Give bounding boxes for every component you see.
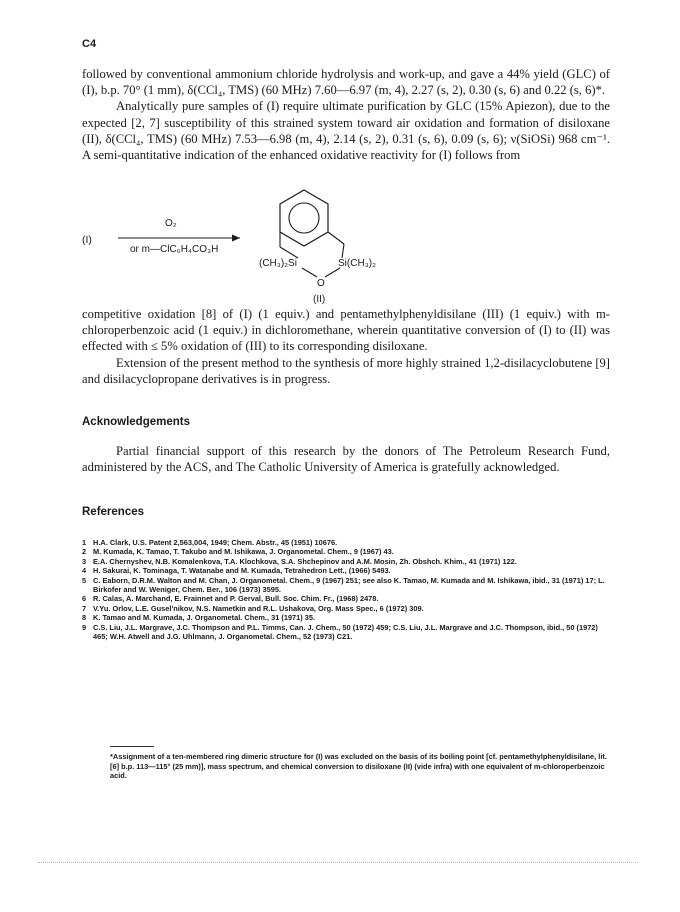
scheme-reactant-label: (I) <box>82 234 92 246</box>
scan-dotted-line <box>38 862 638 863</box>
right-ch2-bond <box>328 232 344 244</box>
reference-text: H.A. Clark, U.S. Patent 2,563,004, 1949; Chem. Abstr., 45 (1951) 10676. <box>93 538 338 547</box>
reference-text: M. Kumada, K. Tamao, T. Takubo and M. Ishikawa, J. Organometal. Chem., 9 (1967) 43. <box>93 547 394 557</box>
left-si-bond <box>280 247 298 258</box>
reference-number: 8 <box>82 613 87 623</box>
references-heading: References <box>82 506 145 518</box>
reaction-scheme <box>0 186 680 304</box>
reference-item <box>82 566 612 575</box>
acknowledgements-heading: Acknowledgements <box>82 416 190 428</box>
paragraph-continuation: followed by conventional ammonium chloride hydrolysis and work-up, and gave a 44% yield (GLC) of (I), b.p. 70° (1 mm), δ(CCl₄, TMS) (60 MHz) 7.60—6.97 (m, 4), 2.27 (s, 2), 0.30 (s, 6) and 0.22 (s, 6)*. <box>82 67 610 98</box>
paragraph-competitive-oxidation: competitive oxidation [8] of (I) (1 equiv.) and pentamethylphenyldisilane (III) (1 equiv.) with m-chloroperbenzoic acid (1 equiv.) in dichloromethane, wherein quantitative conversion of (I) to (II) was effected with ≤ 5% oxidation of (III) to its corresponding disiloxane. <box>82 307 610 354</box>
acknowledgements-body <box>82 443 610 475</box>
reference-number: 3 <box>82 556 87 566</box>
reference-text: K. Tamao and M. Kumada, J. Organometal. Chem., 31 (1971) 35. <box>93 613 316 623</box>
paragraph-extension: Extension of the present method to the synthesis of more highly strained 1,2-disilacyclobutene [9] and disilacyclopropane derivatives is in progress. <box>82 355 610 386</box>
right-silyl-group: Si(CH₃)₂ <box>338 258 376 269</box>
reference-text: R. Calas, A. Marchand, E. Frainnet and P. Gerval, Bull. Soc. Chim. Fr., (1968) 2478. <box>93 594 379 604</box>
benzene-ring <box>280 190 328 246</box>
reference-item <box>82 623 612 642</box>
left-o-bond <box>302 268 317 277</box>
reference-number: 4 <box>82 566 87 576</box>
disiloxane-structure <box>259 190 376 289</box>
reference-text: C.S. Liu, J.L. Margrave, J.C. Thompson and P.L. Timms, Can. J. Chem., 50 (1972) 459; C.S. Liu, J.L. Margrave and J.C. Thompson, ibid., 50 (1972) 465; W.H. Atwell and J.G. Uhlmann, J. Organometal. Chem., 52 (1973) C21. <box>93 622 598 642</box>
reference-item <box>82 613 612 622</box>
page-label: C4 <box>82 38 97 50</box>
reference-text: H. Sakurai, K. Tominaga, T. Watanabe and M. Kumada, Tetrahedron Lett., (1966) 5493. <box>93 566 391 576</box>
reference-text: E.A. Chernyshev, N.B. Komalenkova, T.A. Klochkova, S.A. Shchepinov and A.M. Mosin, Zh. Obshch. Khim., 41 (1971) 122. <box>93 556 517 566</box>
scheme-reagent-top: O₂ <box>165 218 177 229</box>
paragraph-purification: Analytically pure samples of (I) require ultimate purification by GLC (15% Apiezon), due to the expected [2, 7] susceptibility of this strained system toward air oxidation and formation of disiloxane (II), δ(CCl₄, TMS) (60 MHz) 7.53—6.98 (m, 4), 2.14 (s, 2), 0.31 (s, 6), 0.09 (s, 6); ν(SiOSi) 968 cm⁻¹. A semi-quantitative indication of the enhanced oxidative reactivity for (I) follows from <box>82 99 610 163</box>
paragraph-acknowledgement: Partial financial support of this research by the donors of The Petroleum Research Fund, administered by the ACS, and The Catholic University of America is gratefully acknowledged. <box>82 444 610 475</box>
reference-text: C. Eaborn, D.R.M. Walton and M. Chan, J. Organometal. Chem., 9 (1967) 251; see also K. Tamao, M. Kumada and M. Ishikawa, ibid., 31 (1971) 17; L. Birkofer and W. Weniger, Chem. Ber., 106 (1973) 3595. <box>93 575 605 595</box>
reaction-arrowhead <box>232 235 240 242</box>
reference-number: 1 <box>82 538 87 547</box>
right-o-bond <box>325 268 340 277</box>
reference-item <box>82 576 612 595</box>
footnote: *Assignment of a ten-membered ring dimeric structure for (I) was excluded on the basis of its boiling point [cf. pentamethylphenyldisilane, lit. [6] b.p. 113—115° (25 mm)], mass spectrum, and chemical conversion to disiloxane (II) (vide infra) with one equivalent of m-chloroperbenzoic acid. <box>110 752 607 781</box>
body-text-top <box>82 66 610 163</box>
scheme-reagent-bottom: or m—ClC₆H₄CO₃H <box>130 244 219 255</box>
body-text-middle <box>82 306 610 387</box>
scheme-product-label: (II) <box>313 294 326 304</box>
reference-list <box>82 538 612 641</box>
reference-item <box>82 557 612 566</box>
aromatic-circle <box>289 203 319 233</box>
reference-item <box>82 594 612 603</box>
reference-number: 5 <box>82 575 87 585</box>
footnote-rule <box>110 746 154 747</box>
reference-number: 2 <box>82 547 87 557</box>
reference-item <box>82 547 612 556</box>
bridging-oxygen: O <box>317 278 325 289</box>
reference-number: 7 <box>82 603 87 613</box>
right-si-bond <box>342 244 344 258</box>
reference-number: 6 <box>82 594 87 604</box>
reference-item <box>82 604 612 613</box>
reference-item <box>82 538 612 547</box>
reference-number: 9 <box>82 622 87 632</box>
reference-text: V.Yu. Orlov, L.E. Gusel'nikov, N.S. Nametkin and R.L. Ushakova, Org. Mass Spec., 6 (1972) 309. <box>93 603 424 613</box>
left-silyl-group: (CH₃)₂Si <box>259 258 297 269</box>
